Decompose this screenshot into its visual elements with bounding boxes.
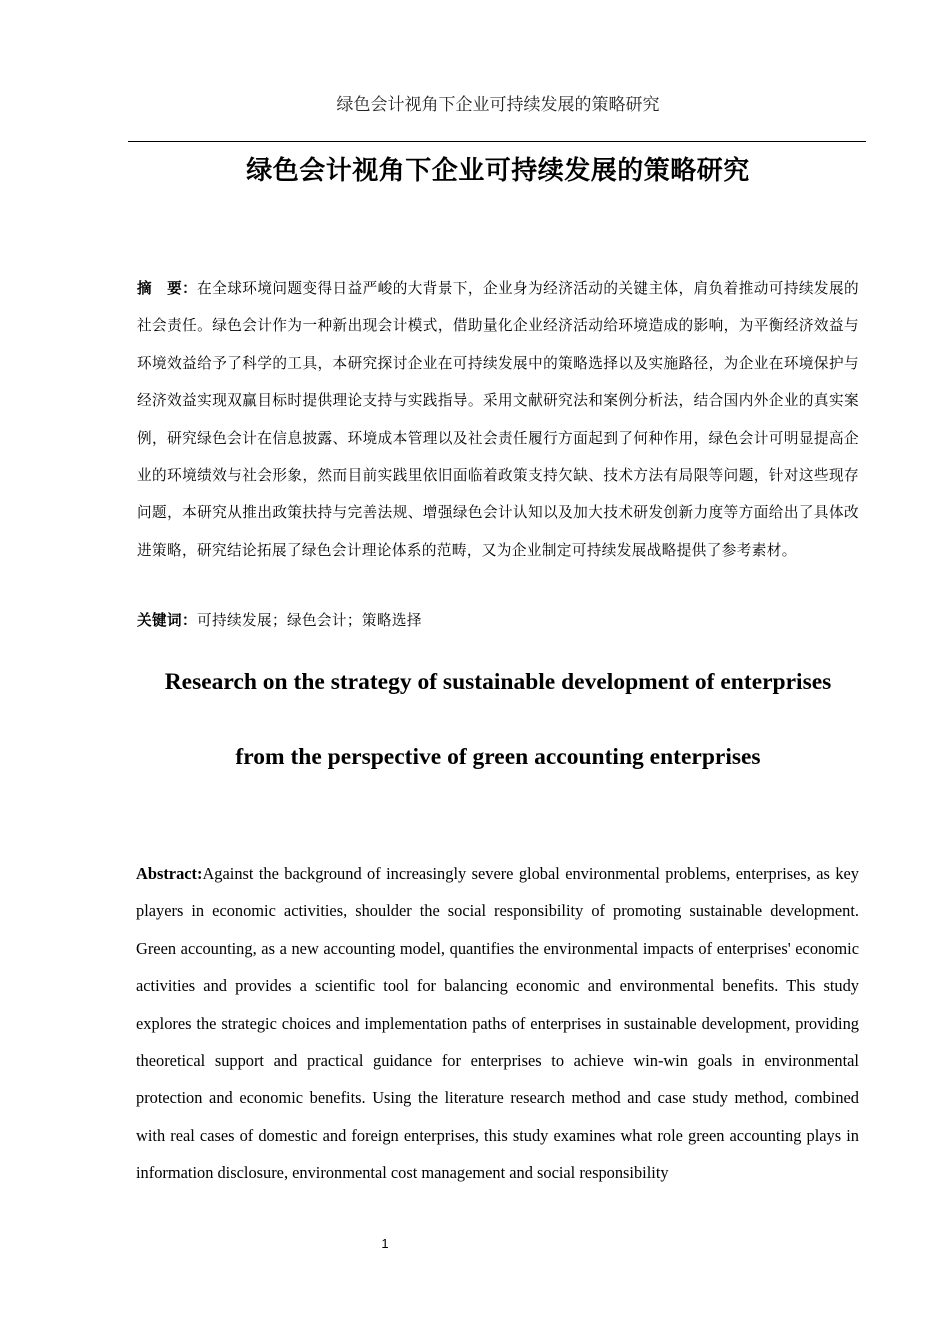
running-header: 绿色会计视角下企业可持续发展的策略研究 xyxy=(336,95,660,115)
chinese-abstract-label: 摘 要： xyxy=(137,280,198,297)
chinese-keywords-label: 关键词： xyxy=(137,612,197,629)
chinese-abstract-text: 在全球环境问题变得日益严峻的大背景下，企业身为经济活动的关键主体，肩负着推动可持续发展的社会责任。绿色会计作为一种新出现会计模式，借助量化企业经济活动给环境造成的影响，为平衡经济效益与环境效益给予了科学的工具，本研究探讨企业在可持续发展中的策略选择以及实施路径，为企业在环境保护与经济效益实现双赢目标时提供理论支持与实践指导。采用文献研究法和案例分析法，结合国内外企业的真实案例，研究绿色会计在信息披露、环境成本管理以及社会责任履行方面起到了何种作用，绿色会计可明显提高企业的环境绩效与社会形象，然而目前实践里依旧面临着政策支持欠缺、技术方法有局限等问题，针对这些现存问题，本研究从推出政策扶持与完善法规、增强绿色会计认知以及加大技术研发创新力度等方面给出了具体改进策略，研究结论拓展了绿色会计理论体系的范畴，又为企业制定可持续发展战略提供了参考素材。 xyxy=(137,280,859,559)
chinese-title: 绿色会计视角下企业可持续发展的策略研究 xyxy=(246,156,750,186)
english-title-line-1: Research on the strategy of sustainable development of enterprises xyxy=(164,669,832,695)
chinese-keywords-text: 可持续发展；绿色会计；策略选择 xyxy=(196,612,422,629)
chinese-keywords xyxy=(137,605,859,637)
page-number: 1 xyxy=(381,1236,389,1251)
english-abstract-text: Against the background of increasingly severe global environmental problems, enterprises, as key players in economic activities, shoulder the social responsibility of promoting sustainable development. Green accounting, as a new accounting model, quantifies the environmental impacts of enterprises' economic activities and provides a scientific tool for balancing economic and environmental benefits. This study explores the strategic choices and implementation paths of enterprises in sustainable development, providing theoretical support and practical guidance for enterprises to achieve win-win goals in environmental protection and economic benefits. Using the literature research method and case study method, combined with real cases of domestic and foreign enterprises, this study examines what role green accounting plays in information disclosure, environmental cost management and social responsibility xyxy=(136,864,859,1183)
english-abstract xyxy=(136,855,859,1192)
chinese-abstract xyxy=(137,270,859,569)
english-title-line-2: from the perspective of green accounting enterprises xyxy=(235,744,761,770)
english-abstract-label: Abstract: xyxy=(136,864,203,883)
header-divider xyxy=(128,141,866,142)
